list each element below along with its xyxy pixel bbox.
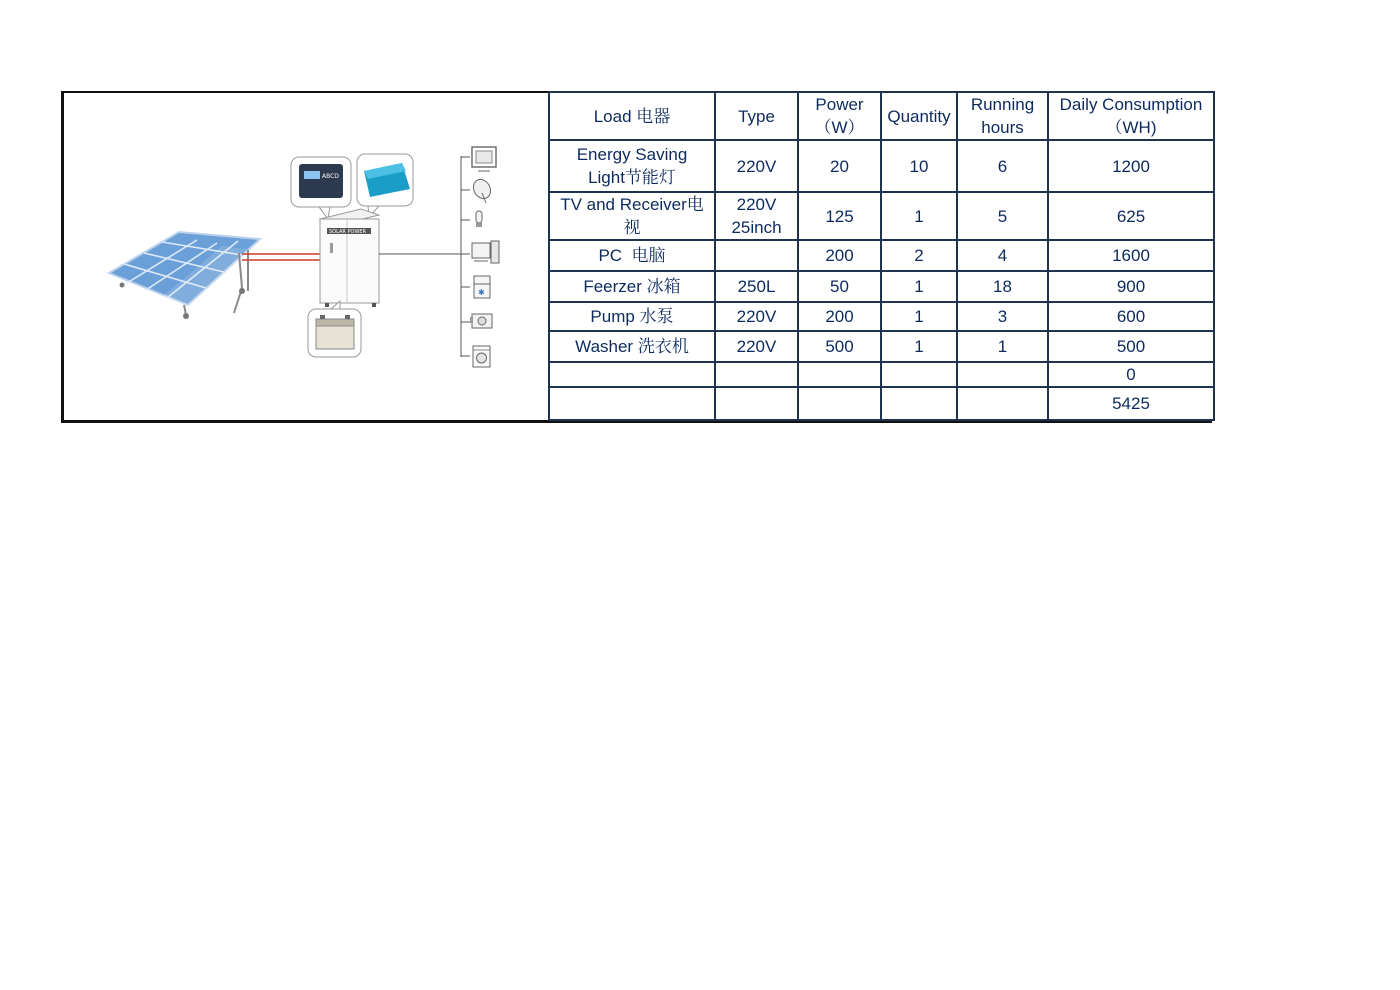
solar-panel-array	[109, 232, 260, 319]
tv-icon	[472, 147, 496, 171]
inverter-callout	[357, 154, 413, 217]
cell-quantity: 1	[881, 331, 957, 362]
cell-hours	[957, 387, 1048, 420]
power-cabinet	[320, 209, 379, 307]
lamp-icon	[476, 211, 482, 227]
charge-controller-callout	[291, 157, 351, 219]
cell-hours: 4	[957, 240, 1048, 271]
table-row	[549, 302, 1214, 331]
pump-icon	[470, 314, 492, 328]
cell-power	[798, 387, 881, 420]
table-row	[549, 140, 1214, 192]
fridge-icon	[474, 276, 490, 298]
washer-icon	[473, 346, 490, 367]
table-row	[549, 362, 1214, 387]
cell-quantity: 2	[881, 240, 957, 271]
svg-text:SOLAR POWER: SOLAR POWER	[329, 229, 367, 235]
header-power: Power （W）	[798, 92, 881, 140]
cell-daily-total: 5425	[1048, 387, 1214, 420]
cell-load	[549, 387, 715, 420]
table-row	[549, 331, 1214, 362]
cell-daily: 600	[1048, 302, 1214, 331]
cell-daily: 0	[1048, 362, 1214, 387]
dc-wires	[242, 254, 320, 260]
cell-daily: 500	[1048, 331, 1214, 362]
svg-text:ABCD: ABCD	[322, 173, 339, 180]
cell-quantity: 10	[881, 140, 957, 192]
cell-type	[715, 240, 798, 271]
cell-hours: 3	[957, 302, 1048, 331]
cell-power: 200	[798, 302, 881, 331]
cell-quantity: 1	[881, 192, 957, 240]
cell-hours	[957, 362, 1048, 387]
computer-icon	[472, 241, 499, 263]
cell-load: Energy Saving Light节能灯	[549, 140, 715, 192]
cell-power	[798, 362, 881, 387]
cell-daily: 1600	[1048, 240, 1214, 271]
table-row	[549, 240, 1214, 271]
cell-hours: 18	[957, 271, 1048, 302]
cell-daily: 900	[1048, 271, 1214, 302]
table-row	[549, 271, 1214, 302]
cell-load: PC 电脑	[549, 240, 715, 271]
cell-type	[715, 387, 798, 420]
cell-load	[549, 362, 715, 387]
cell-hours: 6	[957, 140, 1048, 192]
cell-quantity	[881, 362, 957, 387]
table-row-total	[549, 387, 1214, 420]
cell-daily: 1200	[1048, 140, 1214, 192]
cell-type: 220V 25inch	[715, 192, 798, 240]
cell-type	[715, 362, 798, 387]
cell-load: TV and Receiver电 视	[549, 192, 715, 240]
header-load: Load 电器	[549, 92, 715, 140]
cell-quantity: 1	[881, 302, 957, 331]
cell-daily: 625	[1048, 192, 1214, 240]
cell-hours: 5	[957, 192, 1048, 240]
cell-type: 250L	[715, 271, 798, 302]
cell-type: 220V	[715, 331, 798, 362]
cell-quantity: 1	[881, 271, 957, 302]
header-running-hours: Running hours	[957, 92, 1048, 140]
satellite-dish-icon	[470, 176, 494, 203]
cell-load: Washer 洗衣机	[549, 331, 715, 362]
cell-type: 220V	[715, 140, 798, 192]
cell-hours: 1	[957, 331, 1048, 362]
cell-type: 220V	[715, 302, 798, 331]
header-daily-consumption: Daily Consumption （WH)	[1048, 92, 1214, 140]
cell-power: 500	[798, 331, 881, 362]
load-consumption-table	[548, 91, 1215, 421]
svg-text:✱: ✱	[478, 288, 485, 297]
cell-quantity	[881, 387, 957, 420]
header-type: Type	[715, 92, 798, 140]
cell-power: 50	[798, 271, 881, 302]
battery-callout	[308, 301, 361, 357]
cell-load: Pump 水泵	[549, 302, 715, 331]
cell-power: 20	[798, 140, 881, 192]
solar-system-diagram	[64, 93, 548, 421]
table-row	[549, 192, 1214, 240]
cell-power: 125	[798, 192, 881, 240]
cell-load: Feerzer 冰箱	[549, 271, 715, 302]
header-quantity: Quantity	[881, 92, 957, 140]
cell-power: 200	[798, 240, 881, 271]
table-header-row	[549, 92, 1214, 140]
